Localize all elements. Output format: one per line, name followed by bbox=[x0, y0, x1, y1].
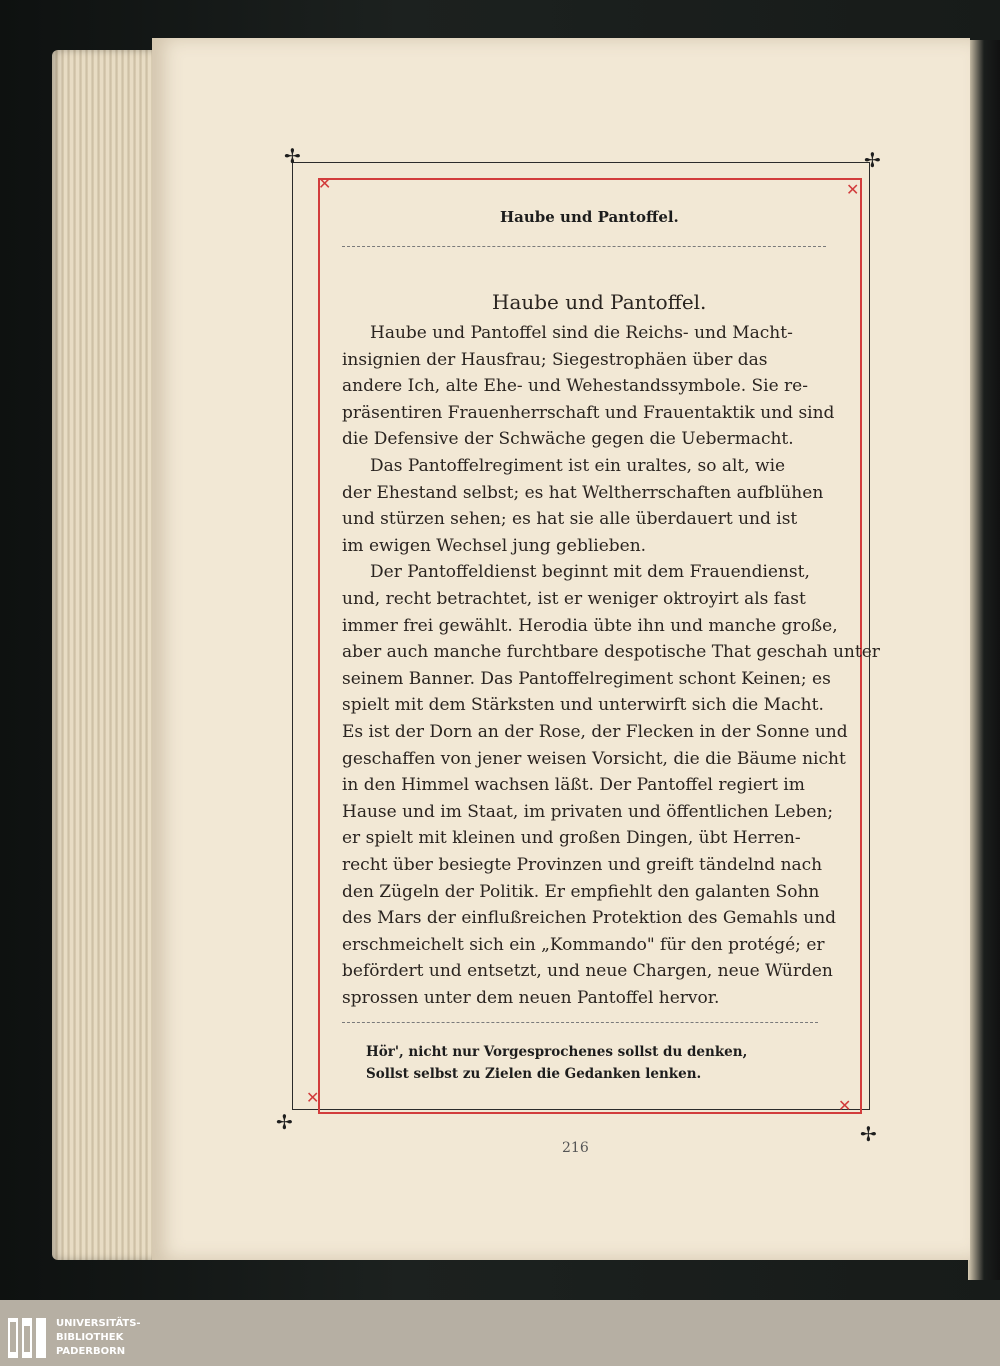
text-line: Haube und Pantoffel sind die Reichs- und Macht- bbox=[370, 323, 793, 343]
scan-background bbox=[0, 1300, 1000, 1366]
corner-ornament-icon: ✢ bbox=[860, 1122, 877, 1146]
text-line: präsentiren Frauenherrschaft und Frauentaktik und sind bbox=[342, 402, 835, 423]
text-line: recht über besiegte Provinzen und greift tändelnd nach bbox=[342, 855, 823, 875]
library-logo bbox=[6, 1316, 144, 1360]
text-line: in den Himmel wachsen läßt. Der Pantoffel regiert im bbox=[342, 775, 805, 796]
text-line: und stürzen sehen; es hat sie alle überdauert und ist bbox=[342, 509, 798, 530]
text-line: den Zügeln der Politik. Er empfiehlt den galanten Sohn bbox=[342, 881, 820, 902]
text-line: die Defensive der Schwäche gegen die Uebermacht. bbox=[342, 429, 794, 450]
verse-line: Hör', nicht nur Vorgesprochenes sollst du denken, bbox=[366, 1044, 748, 1060]
text-line: Hause und im Staat, im privaten und öffentlichen Leben; bbox=[342, 801, 834, 822]
running-header: Haube und Pantoffel. bbox=[500, 208, 679, 226]
logo-line: BIBLIOTHEK bbox=[56, 1332, 124, 1343]
text-line: und, recht betrachtet, ist er weniger oktroyirt als fast bbox=[342, 589, 806, 609]
header-rule bbox=[342, 246, 826, 247]
red-corner-cross-icon: ✕ bbox=[318, 174, 332, 193]
red-corner-cross-icon: ✕ bbox=[306, 1088, 320, 1107]
corner-ornament-icon: ✢ bbox=[864, 148, 881, 172]
text-line: des Mars der einflußreichen Protektion des Gemahls und bbox=[342, 908, 837, 929]
logo-line: PADERBORN bbox=[56, 1346, 126, 1357]
text-line: der Ehestand selbst; es hat Weltherrschaften aufblühen bbox=[342, 482, 824, 503]
corner-ornament-icon: ✢ bbox=[284, 144, 301, 168]
text-line: er spielt mit kleinen und großen Dingen, übt Herren- bbox=[342, 828, 801, 849]
text-line: Das Pantoffelregiment ist ein uraltes, so alt, wie bbox=[370, 456, 786, 476]
text-line: sprossen unter dem neuen Pantoffel hervor. bbox=[342, 988, 720, 1008]
binding-right bbox=[968, 40, 1000, 1280]
verse-line: Sollst selbst zu Zielen die Gedanken lenken. bbox=[366, 1066, 702, 1082]
logo-line: UNIVERSITÄTS- bbox=[56, 1318, 141, 1329]
library-logo-mark-icon bbox=[6, 1316, 50, 1360]
text-line: insignien der Hausfrau; Siegestrophäen über das bbox=[342, 349, 768, 370]
text-line: spielt mit dem Stärksten und unterwirft sich die Macht. bbox=[342, 695, 824, 716]
text-line: befördert und entsetzt, und neue Chargen, neue Würden bbox=[342, 961, 833, 982]
red-corner-cross-icon: ✕ bbox=[846, 180, 860, 199]
text-line: aber auch manche furchtbare despotische That geschah unter bbox=[342, 642, 880, 663]
article-title: Haube und Pantoffel. bbox=[492, 290, 707, 314]
text-line: Es ist der Dorn an der Rose, der Flecken in der Sonne und bbox=[342, 722, 848, 742]
text-line: erschmeichelt sich ein „Kommando" für den protégé; er bbox=[342, 934, 825, 955]
red-corner-cross-icon: ✕ bbox=[838, 1096, 852, 1115]
page-number: 216 bbox=[562, 1140, 589, 1156]
text-line: Der Pantoffeldienst beginnt mit dem Frauendienst, bbox=[370, 562, 810, 583]
verse-rule bbox=[342, 1022, 818, 1023]
corner-ornament-icon: ✢ bbox=[276, 1110, 293, 1134]
text-line: geschaffen von jener weisen Vorsicht, die die Bäume nicht bbox=[342, 748, 846, 769]
text-line: andere Ich, alte Ehe- und Wehestandssymbole. Sie re- bbox=[342, 376, 808, 397]
text-line: im ewigen Wechsel jung geblieben. bbox=[342, 535, 647, 556]
text-line: seinem Banner. Das Pantoffelregiment schont Keinen; es bbox=[342, 668, 831, 689]
text-line: immer frei gewählt. Herodia übte ihn und manche große, bbox=[342, 615, 838, 636]
